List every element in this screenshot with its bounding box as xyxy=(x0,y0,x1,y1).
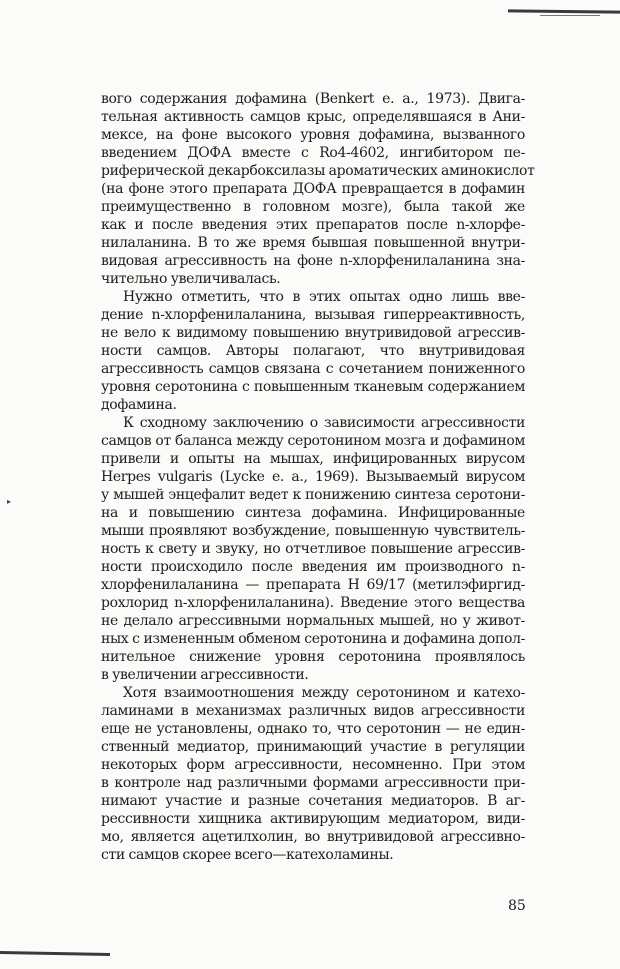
text-line: дение n-хлорфенилаланина, вызывая гиперреактивность, xyxy=(101,307,525,323)
paragraph xyxy=(101,90,535,288)
text-line: К сходному заключению о зависимости агрессивности xyxy=(123,415,525,431)
text-line: введением ДОФА вместе с Ro4-4602, ингибитором пе- xyxy=(101,145,525,161)
text-line: не делало агрессивными нормальных мышей, но у живот- xyxy=(101,613,525,629)
scan-edge-line-bottom xyxy=(0,951,110,956)
scan-edge-line-top-thin xyxy=(540,15,600,16)
text-line: мо, является ацетилхолин, во внутривидовой агрессивно- xyxy=(101,829,525,845)
text-line: ности самцов. Авторы полагают, что внутривидовая xyxy=(101,343,525,359)
text-line: ламинами в механизмах различных видов агрессивности xyxy=(101,703,525,719)
text-line: ственный медиатор, принимающий участие в регуляции xyxy=(101,739,525,755)
text-line: агрессивность самцов связана с сочетанием пониженного xyxy=(101,361,525,377)
text-line: ность к свету и звуку, но отчетливое повышение агрессив- xyxy=(101,541,525,557)
text-line: вого содержания дофамина (Benkert e. a., 1973). Двига- xyxy=(101,91,525,107)
paragraph xyxy=(101,684,525,864)
text-line: в увеличении агрессивности. xyxy=(101,667,309,683)
text-line: нимают участие и разные сочетания медиаторов. В аг- xyxy=(101,793,525,809)
text-line: рохлорид n-хлорфенилаланина). Введение этого вещества xyxy=(101,595,525,611)
text-line: в контроле над различными формами агрессивности при- xyxy=(101,775,525,791)
text-line: у мышей энцефалит ведет к понижению синтеза серотони- xyxy=(101,487,525,503)
text-line: мыши проявляют возбуждение, повышенную чувствитель- xyxy=(101,523,525,539)
text-line: не вело к видимому повышению внутривидовой агрессив- xyxy=(101,325,525,341)
text-line: еще не установлены, однако то, что серотонин — не един- xyxy=(101,721,525,737)
text-line: видовая агрессивность на фоне n-хлорфенилаланина зна- xyxy=(101,253,525,269)
body-text xyxy=(101,90,535,864)
paragraph xyxy=(101,414,525,684)
text-line: мексе, на фоне высокого уровня дофамина, вызванного xyxy=(101,127,525,143)
scan-artifact-mark: ▸ xyxy=(7,497,12,506)
page-number: 85 xyxy=(508,898,526,914)
text-line: преимущественно в головном мозге), была такой же xyxy=(101,199,525,215)
text-line: нилаланина. В то же время бывшая повышенной внутри- xyxy=(101,235,525,251)
text-line: Хотя взаимоотношения между серотонином и катехо- xyxy=(123,685,525,701)
text-line: риферической декарбоксилазы ароматических аминокислот xyxy=(101,163,535,179)
scan-edge-line-top xyxy=(508,9,620,13)
paragraph xyxy=(101,288,525,414)
text-line: (на фоне этого препарата ДОФА превращается в дофамин xyxy=(101,181,525,197)
text-line: Herpes vulgaris (Lycke e. a., 1969). Вызываемый вирусом xyxy=(101,469,525,485)
text-line: Нужно отметить, что в этих опытах одно лишь вве- xyxy=(123,289,525,305)
text-line: рессивности хищника активирующим медиатором, види- xyxy=(101,811,525,827)
text-line: сти самцов скорее всего—катехоламины. xyxy=(101,847,394,863)
text-line: нительное снижение уровня серотонина проявлялось xyxy=(101,649,525,665)
text-line: ности происходило после введения им производного n- xyxy=(101,559,525,575)
text-line: уровня серотонина с повышенным тканевым содержанием xyxy=(101,379,525,395)
text-line: некоторых форм агрессивности, несомненно. При этом xyxy=(101,757,525,773)
text-line: чительно увеличивалась. xyxy=(101,271,281,287)
text-line: привели и опыты на мышах, инфицированных вирусом xyxy=(101,451,525,467)
text-line: дофамина. xyxy=(101,397,177,413)
text-line: ных с измененным обменом серотонина и дофамина допол- xyxy=(101,631,525,647)
text-line: как и после введения этих препаратов после n-хлорфе- xyxy=(101,217,525,233)
text-line: хлорфенилаланина — препарата H 69/17 (метилэфиргид- xyxy=(101,577,525,593)
text-line: тельная активность самцов крыс, определявшаяся в Ани- xyxy=(101,109,525,125)
text-line: на и повышению синтеза дофамина. Инфицированные xyxy=(101,505,525,521)
text-line: самцов от баланса между серотонином мозга и дофамином xyxy=(101,433,525,449)
